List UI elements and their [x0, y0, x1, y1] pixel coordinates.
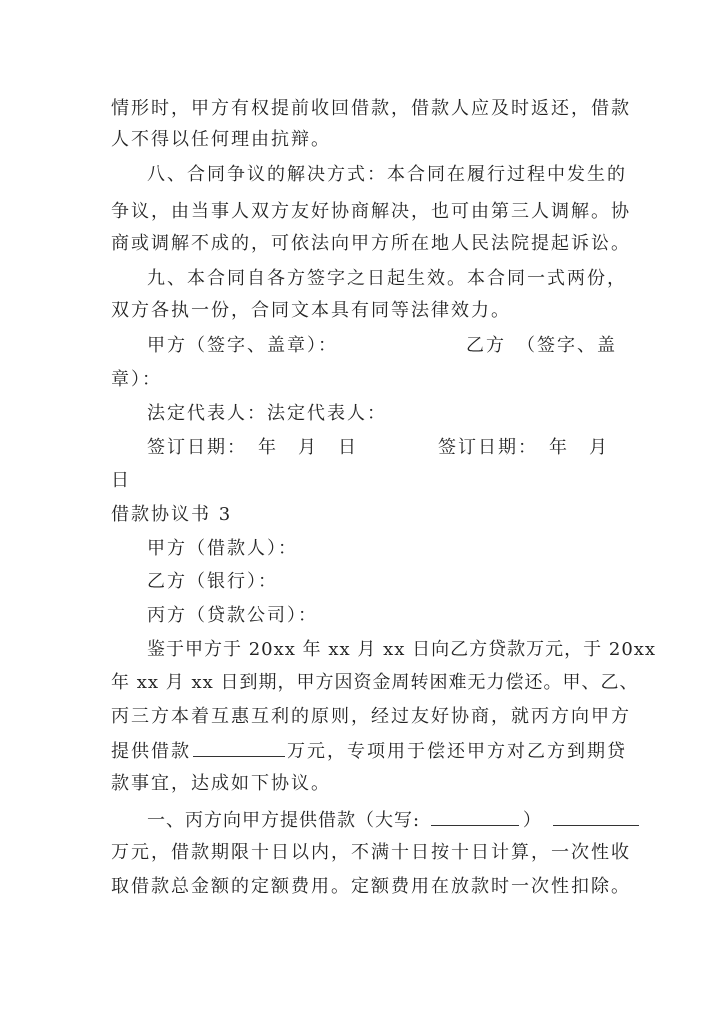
clause-1-line: 取借款总金额的定额费用。定额费用在放款时一次性扣除。	[111, 876, 631, 897]
clause-9-line: 九、本合同自各方签字之日起生效。本合同一式两份，	[147, 268, 627, 289]
party-borrower: 甲方（借款人）：	[147, 538, 298, 559]
recital-line: 款事宜，达成如下协议。	[111, 773, 331, 794]
clause-8-line: 八、合同争议的解决方式：本合同在履行过程中发生的	[147, 164, 627, 185]
clause-8-line: 争议，由当事人双方友好协商解决，也可由第三人调解。协	[111, 201, 631, 222]
recital-line: 鉴于甲方于 20xx 年 xx 月 xx 日向乙方贷款万元，于 20xx	[147, 639, 657, 660]
party-loan-company: 丙方（贷款公司）：	[147, 605, 318, 626]
recital-line: 年 xx 月 xx 日到期，甲方因资金周转困难无力偿还。甲、乙、	[111, 672, 639, 693]
paragraph-line: 人不得以任何理由抗辩。	[111, 129, 331, 150]
recital-text: 提供借款	[111, 741, 191, 762]
recital-text: 万元，专项用于偿还甲方对乙方到期贷	[287, 741, 627, 762]
amount-blank	[553, 807, 639, 826]
party-a-signature: 甲方（签字、盖章）：	[147, 335, 338, 356]
paragraph-line: 情形时，甲方有权提前收回借款，借款人应及时返还，借款	[111, 98, 631, 119]
signing-date-a: 签订日期： 年 月 日	[147, 437, 358, 458]
party-b-signature-cont: 章）：	[111, 369, 162, 390]
clause-1-line	[147, 807, 639, 833]
section-title: 借款协议书 3	[111, 504, 233, 525]
signing-date-b: 签订日期： 年 月	[438, 437, 609, 458]
party-bank: 乙方（银行）：	[147, 571, 278, 592]
clause-1-line: 万元，借款期限十日以内，不满十日按十日计算，一次性收	[111, 842, 631, 863]
amount-blank	[193, 738, 285, 757]
party-b-signature: 乙方 （签字、盖	[466, 335, 617, 356]
legal-representative: 法定代表人：法定代表人：	[147, 403, 387, 424]
clause-9-line: 双方各执一份，合同文本具有同等法律效力。	[111, 300, 511, 321]
recital-line-with-blank	[111, 738, 627, 764]
amount-words-blank	[431, 807, 519, 826]
signing-date-b-cont: 日	[111, 470, 131, 491]
recital-line: 丙三方本着互惠互利的原则，经过友好协商，就丙方向甲方	[111, 706, 631, 727]
clause-text: 一、丙方向甲方提供借款（大写:	[147, 810, 421, 831]
clause-8-line: 商或调解不成的，可依法向甲方所在地人民法院提起诉讼。	[111, 233, 631, 254]
clause-text: ）	[522, 810, 542, 831]
